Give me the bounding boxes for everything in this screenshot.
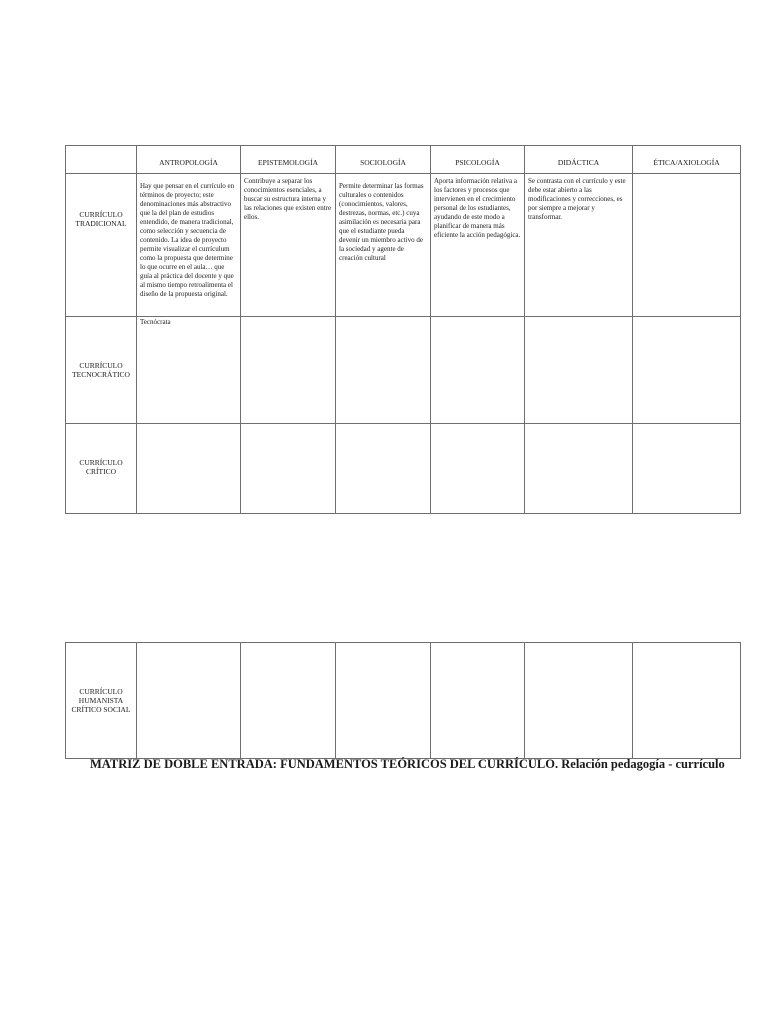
- cell-humanista-didactica: [525, 643, 633, 759]
- header-epistemologia: EPISTEMOLOGÍA: [241, 146, 336, 174]
- cell-critico-didactica: [525, 424, 633, 514]
- cell-humanista-sociologia: [336, 643, 431, 759]
- cell-tecnocratico-antropologia: Tecnócrata: [137, 317, 241, 424]
- cell-critico-antropologia: [137, 424, 241, 514]
- row-curriculo-critico: [66, 424, 741, 514]
- cell-tradicional-epistemologia: Contribuye a separar los conocimientos esenciales, a buscar su estructura interna y las relaciones que existen entre ellos.: [241, 174, 336, 317]
- header-corner: [66, 146, 137, 174]
- cell-critico-sociologia: [336, 424, 431, 514]
- cell-humanista-psicologia: [431, 643, 525, 759]
- cell-critico-etica: [633, 424, 741, 514]
- cell-humanista-etica: [633, 643, 741, 759]
- header-row: [66, 146, 741, 174]
- cell-tradicional-sociologia: Permite determinar las formas culturales o contenidos (conocimientos, valores, destrezas, normas, etc.) cuya asimilación es necesaria para que el estudiante pueda devenir un miembro activo de la sociedad y agente de creación cultural: [336, 174, 431, 317]
- cell-tecnocratico-etica: [633, 317, 741, 424]
- header-antropologia: ANTROPOLOGÍA: [137, 146, 241, 174]
- cell-tecnocratico-sociologia: [336, 317, 431, 424]
- cell-tecnocratico-didactica: [525, 317, 633, 424]
- cell-tradicional-psicologia: Aporta información relativa a los factores y procesos que intervienen en el crecimiento personal de los estudiantes, ayudando de este modo a planificar de manera más eficiente la acción pedagógica.: [431, 174, 525, 317]
- cell-humanista-antropologia: [137, 643, 241, 759]
- row-curriculo-humanista: [66, 643, 741, 759]
- cell-humanista-epistemologia: [241, 643, 336, 759]
- cell-critico-psicologia: [431, 424, 525, 514]
- document-caption: MATRIZ DE DOBLE ENTRADA: FUNDAMENTOS TEÓRICOS DEL CURRÍCULO. Relación pedagogía - currículo: [90, 757, 725, 771]
- row-label-humanista: CURRÍCULO HUMANISTA CRÍTICO SOCIAL: [66, 643, 137, 759]
- cell-text: Hay que pensar en el currículo en términos de proyecto; este denominaciones más abstractivo que la del plan de estudios entendido, de manera tradicional, como selección y secuencia de contenido. La idea de proyecto permite visualizar el currículum como la propuesta que determine lo que ocurre en el aula… que guía al práctica del docente y que al mismo tiempo retroalimenta el diseño de la propuesta original.: [140, 182, 235, 298]
- row-label-critico: CURRÍCULO CRÍTICO: [66, 424, 137, 514]
- header-sociologia: SOCIOLOGÍA: [336, 146, 431, 174]
- header-psicologia: PSICOLOGÍA: [431, 146, 525, 174]
- cell-critico-epistemologia: [241, 424, 336, 514]
- cell-tecnocratico-psicologia: [431, 317, 525, 424]
- row-label-tecnocratico: CURRÍCULO TECNOCRÁTICO: [66, 317, 137, 424]
- cell-tradicional-etica: [633, 174, 741, 317]
- matrix-table-bottom: [65, 642, 741, 759]
- row-curriculo-tecnocratico: [66, 317, 741, 424]
- row-label-tradicional: CURRÍCULO TRADICIONAL: [66, 174, 137, 317]
- cell-tecnocratico-epistemologia: [241, 317, 336, 424]
- matrix-table-top: [65, 145, 741, 514]
- row-curriculo-tradicional: [66, 174, 741, 317]
- cell-tradicional-antropologia: [137, 174, 241, 317]
- header-etica-axiologia: ÉTICA/AXIOLOGÍA: [633, 146, 741, 174]
- cell-tradicional-didactica: Se contrasta con el currículo y este debe estar abierto a las modificaciones y correcciones, es por siempre a mejorar y transformar.: [525, 174, 633, 317]
- header-didactica: DIDÁCTICA: [525, 146, 633, 174]
